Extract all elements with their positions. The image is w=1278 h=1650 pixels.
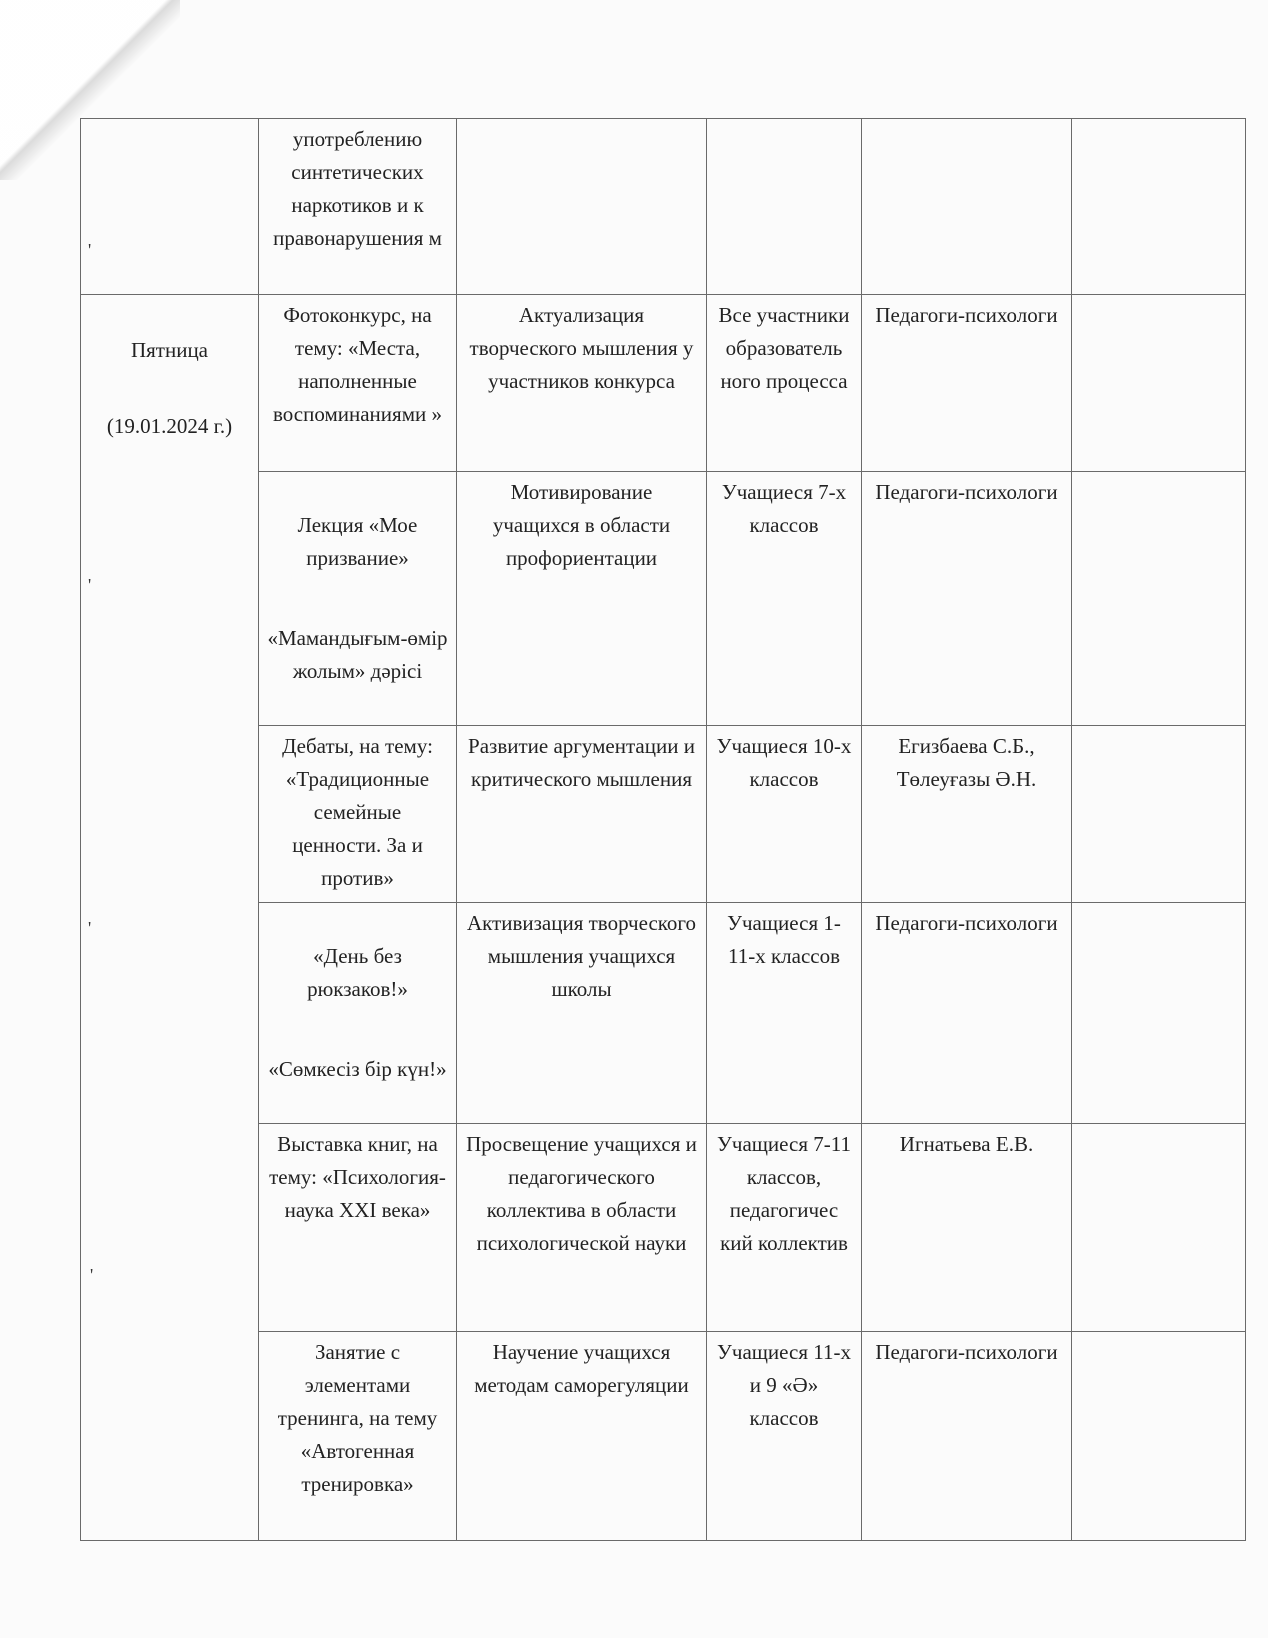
scan-mark: ' [88, 240, 92, 260]
note-cell [1072, 903, 1246, 1124]
responsible-cell: Педагоги-психологи [862, 295, 1072, 472]
participants-cell: Учащиеся 1-11-х классов [707, 903, 862, 1124]
note-cell [1072, 726, 1246, 903]
note-cell [1072, 119, 1246, 295]
page-edge-bottom [0, 1638, 1278, 1650]
goal-cell: Научение учащихся методам саморегуляции [457, 1332, 707, 1541]
event-text: «День без рюкзаков!» [307, 944, 408, 1001]
responsible-cell [862, 119, 1072, 295]
note-cell [1072, 1332, 1246, 1541]
event-text: Фотоконкурс, на тему: «Места, наполненные воспоминаниями » [273, 303, 442, 426]
event-cell [259, 1332, 457, 1541]
event-text: употреблению синтетических наркотиков и к правонарушения м [273, 127, 442, 250]
goal-cell [457, 119, 707, 295]
day-cell [81, 295, 259, 1541]
page-edge-right [1268, 0, 1278, 1650]
participants-cell: Учащиеся 7-х классов [707, 472, 862, 726]
responsible-cell: Педагоги-психологи [862, 903, 1072, 1124]
table-row [81, 295, 1246, 472]
day-name: Пятница [130, 338, 209, 362]
event-cell [259, 119, 457, 295]
day-date: (19.01.2024 г.) [106, 414, 233, 438]
event-text: Занятие с элементами тренинга, на тему «Автогенная тренировка» [277, 1340, 438, 1496]
participants-cell: Учащиеся 7-11 классов, педагогичес кий коллектив [707, 1124, 862, 1332]
participants-cell: Все участники образователь ного процесса [707, 295, 862, 472]
scan-mark: ' [90, 1265, 94, 1285]
event-cell [259, 1124, 457, 1332]
goal-cell: Мотивирование учащихся в области профориентации [457, 472, 707, 726]
event-cell [259, 726, 457, 903]
participants-cell: Учащиеся 11-х и 9 «Ә» классов [707, 1332, 862, 1541]
event-cell [259, 903, 457, 1124]
responsible-cell: Педагоги-психологи [862, 472, 1072, 726]
day-cell [81, 119, 259, 295]
responsible-cell: Педагоги-психологи [862, 1332, 1072, 1541]
scan-mark: ' [88, 575, 92, 595]
event-text: Лекция «Мое призвание» [297, 513, 418, 570]
event-text: Выставка книг, на тему: «Психология-наука XXI века» [269, 1132, 446, 1222]
responsible-cell: Егизбаева С.Б., Төлеуғазы Ә.Н. [862, 726, 1072, 903]
note-cell [1072, 1124, 1246, 1332]
scan-mark: ' [88, 918, 92, 938]
event-cell [259, 295, 457, 472]
table-row [81, 119, 1246, 295]
note-cell [1072, 295, 1246, 472]
responsible-cell: Игнатьева Е.В. [862, 1124, 1072, 1332]
goal-cell: Актуализация творческого мышления у участников конкурса [457, 295, 707, 472]
event-cell [259, 472, 457, 726]
event-text-kz: «Сөмкесіз бір күн!» [268, 1057, 447, 1081]
participants-cell [707, 119, 862, 295]
participants-cell: Учащиеся 10-х классов [707, 726, 862, 903]
goal-cell: Активизация творческого мышления учащихся школы [457, 903, 707, 1124]
schedule-table [80, 118, 1246, 1541]
goal-cell: Развитие аргументации и критического мышления [457, 726, 707, 903]
event-text: Дебаты, на тему: «Традиционные семейные ценности. За и против» [282, 734, 433, 890]
goal-cell: Просвещение учащихся и педагогического коллектива в области психологической науки [457, 1124, 707, 1332]
note-cell [1072, 472, 1246, 726]
event-text-kz: «Мамандығым-өмір жолым» дәрісі [267, 626, 448, 683]
